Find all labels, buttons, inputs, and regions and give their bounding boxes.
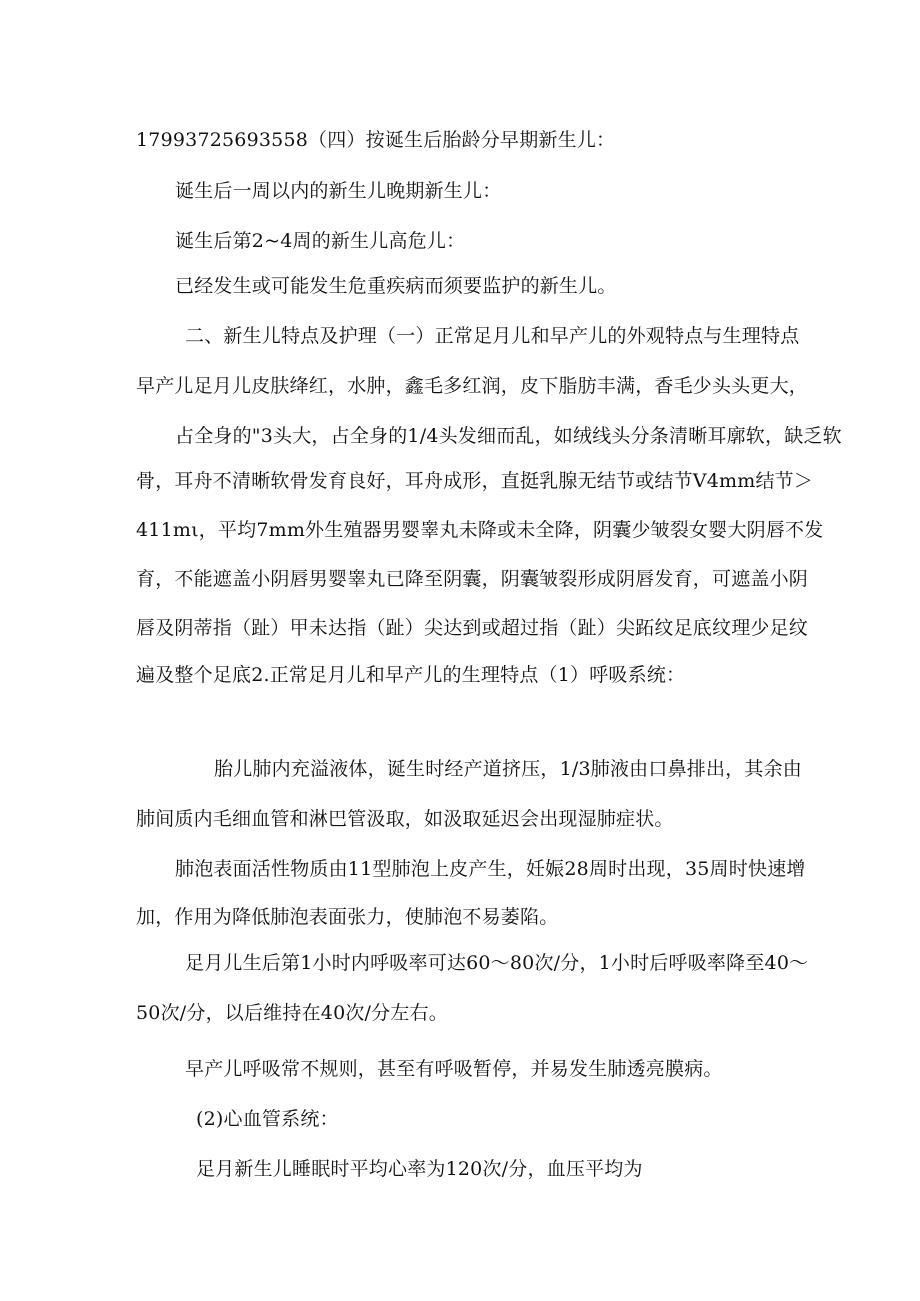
text-line: 育，不能遮盖小阴唇男婴睾丸已降至阴囊，阴囊皱裂形成阴唇发育，可遮盖小阴 bbox=[136, 568, 809, 590]
text-line: 早产儿足月儿皮肤绛红，水肿，鑫毛多红润，皮下脂肪丰满，香毛少头头更大， bbox=[136, 375, 809, 397]
text-line: 足月新生儿睡眠时平均心率为120次/分，血压平均为 bbox=[196, 1158, 643, 1180]
text-line: 加，作用为降低肺泡表面张力，使肺泡不易萎陷。 bbox=[136, 906, 559, 928]
text-line: 骨，耳舟不清晰软骨发育良好，耳舟成形，直挺乳腺无结节或结节V4mm结节＞ bbox=[136, 470, 814, 492]
text-line: 遍及整个足底2.正常足月儿和早产儿的生理特点（1）呼吸系统： bbox=[136, 664, 686, 686]
text-line: 早产儿呼吸常不规则，甚至有呼吸暂停，并易发生肺透亮膜病。 bbox=[185, 1058, 723, 1080]
text-line: 肺间质内毛细血管和淋巴管汲取，如汲取延迟会出现湿肺症状。 bbox=[136, 808, 674, 830]
text-line: (2)心血管系统： bbox=[196, 1108, 339, 1130]
text-line: 足月儿生后第1小时内呼吸率可达60～80次/分，1小时后呼吸率降至40～ bbox=[185, 952, 809, 974]
text-line: 二、新生儿特点及护理（一）正常足月儿和早产儿的外观特点与生理特点 bbox=[185, 325, 800, 347]
text-line: 占全身的"3头大，占全身的1/4头发细而乱，如绒线头分条清晰耳廓软，缺乏软 bbox=[175, 425, 842, 447]
text-line: 诞生后第2~4周的新生儿高危儿： bbox=[175, 230, 466, 252]
text-line: 50次/分，以后维持在40次/分左右。 bbox=[136, 1002, 448, 1024]
text-line: 肺泡表面活性物质由11型肺泡上皮产生，妊娠28周时出现，35周时快速增 bbox=[175, 858, 806, 880]
text-line: 胎儿肺内充溢液体，诞生时经产道挤压，1/3肺液由口鼻排出，其余由 bbox=[214, 758, 802, 780]
text-line: 411mι，平均7mm外生殖器男婴睾丸未降或未全降，阴囊少皱裂女婴大阴唇不发 bbox=[136, 519, 824, 541]
text-line: 已经发生或可能发生危重疾病而须要监护的新生儿。 bbox=[175, 275, 617, 297]
text-line: 17993725693558（四）按诞生后胎龄分早期新生儿： bbox=[136, 129, 616, 151]
text-line: 诞生后一周以内的新生儿晚期新生儿： bbox=[175, 180, 502, 202]
text-line: 唇及阴蒂指（趾）甲未达指（趾）尖达到或超过指（趾）尖跖纹足底纹理少足纹 bbox=[136, 617, 809, 639]
